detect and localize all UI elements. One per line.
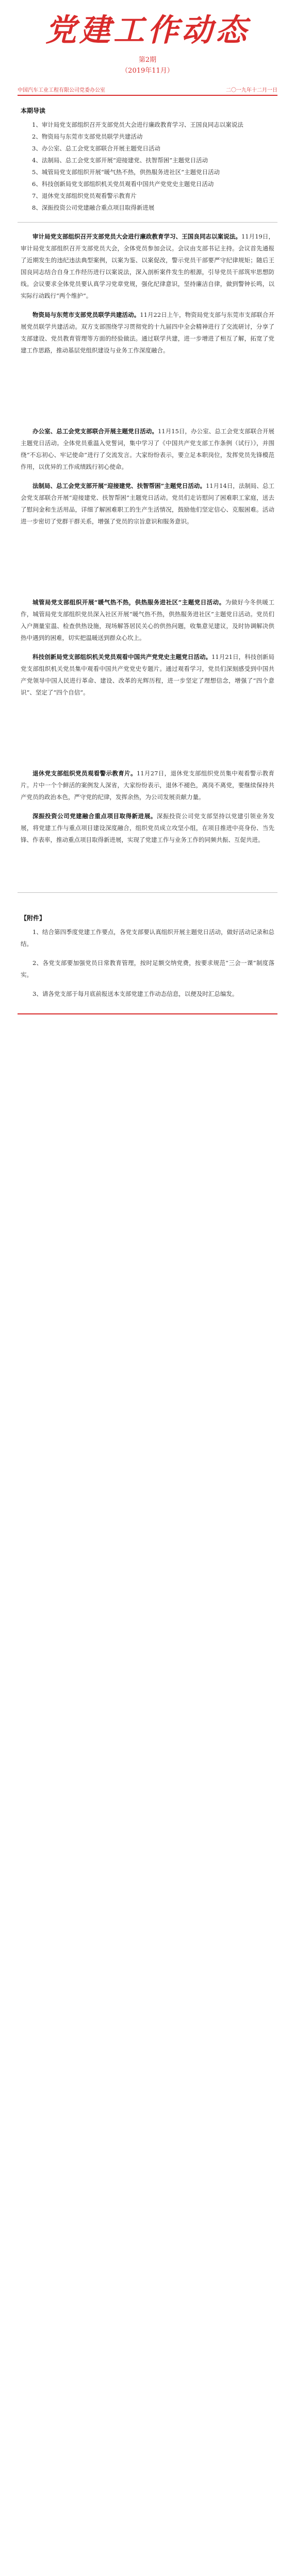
article-lead: 科技创新局党支部组织机关党员观看中国共产党党史主题党日活动。 bbox=[32, 653, 212, 660]
addendum-title: 【附件】 bbox=[21, 914, 46, 922]
header-divider bbox=[18, 95, 277, 96]
section-divider bbox=[18, 892, 277, 893]
footer-divider bbox=[18, 1013, 277, 1014]
toc-item[interactable]: 4、法制局、总工会党支部开展“迎接建党、扶智帮困”主题党日活动 bbox=[32, 157, 208, 164]
page-spacer bbox=[21, 535, 274, 597]
toc-item[interactable]: 7、退休党支部组织党员观看警示教育片 bbox=[32, 192, 137, 199]
org-line bbox=[18, 83, 277, 95]
masthead-title: 党建工作动态 bbox=[45, 12, 250, 48]
article-body bbox=[21, 231, 274, 884]
article-paragraph bbox=[21, 426, 274, 473]
addendum-paragraph: 1、结合第四季度党建工作要点，各党支部要认真组织开展主题党日活动，做好活动记录和总结。 bbox=[21, 928, 274, 947]
article-paragraph bbox=[21, 651, 274, 699]
issue-date: （2019年11月） bbox=[121, 67, 174, 75]
page-spacer bbox=[21, 706, 274, 768]
article-paragraph bbox=[21, 231, 274, 302]
article-text: 11月21日，科技创新局党支部组织机关党员集中观看中国共产党党史专题片。通过观看学习，党员们深刻感受到中国共产党领导中国人民进行革命、建设、改革的光辉历程，进一步坚定了理想信念，增强了“四个意识”、坚定了“四个自信”。 bbox=[21, 653, 275, 696]
publish-date: 二〇一九年十二月一日 bbox=[226, 88, 277, 93]
article-text: 11月27日，退休党支部组织党员集中观看警示教育片。片中一个个鲜活的案例发人深省，大家纷纷表示，退休不褪色，离岗不离党，要继续保持共产党员的政治本色，严守党的纪律，发挥余热，为公司发展贡献力量。 bbox=[21, 770, 275, 801]
table-of-contents bbox=[21, 105, 274, 214]
article-text: 11月14日，法制局、总工会党支部联合开展“迎接建党、扶智帮困”主题党日活动。党员们走访慰问了困难职工家庭，送去了慰问金和生活用品，详细了解困难职工的生产生活情况，鼓励他们坚定信心、克服困难。活动进一步密切了党群干群关系，增强了党员的宗旨意识和服务意识。 bbox=[21, 482, 275, 525]
article-lead: 办公室、总工会党支部联合开展主题党日活动。 bbox=[32, 428, 158, 435]
article-paragraph bbox=[21, 480, 274, 528]
toc-title: 本期导读 bbox=[21, 107, 46, 114]
page-spacer bbox=[21, 364, 274, 426]
toc-item[interactable]: 6、科技创新局党支部组织机关党员观看中国共产党党史主题党日活动 bbox=[32, 180, 214, 188]
addendum-paragraph: 3、请各党支部于每月底前报送本支部党建工作动态信息，以便及时汇总编发。 bbox=[32, 990, 238, 997]
toc-item[interactable]: 5、城管局党支部组织开展“暖气热不热，供热服务进社区”主题党日活动 bbox=[32, 168, 220, 176]
article-lead: 城管局党支部组织开展“暖气热不热，供热服务进社区”主题党日活动。 bbox=[32, 599, 225, 606]
article-paragraph bbox=[21, 768, 274, 803]
article-text: 深振投资公司党支部坚持以党建引领业务发展，将党建工作与重点项目建设深度融合，组织党员成立攻坚小组，在项目推进中亮身份、当先锋、作表率，推动重点项目取得新进展，实现了党建工作与业务工作的同频共振、互促共进。 bbox=[21, 812, 275, 843]
toc-item[interactable]: 3、办公室、总工会党支部联合开展主题党日活动 bbox=[32, 145, 160, 152]
article-paragraph bbox=[21, 309, 274, 357]
issue-number: 第2期 bbox=[138, 56, 157, 64]
article-text: 为做好今冬供暖工作，城管局党支部组织党员深入社区开展“暖气热不热，供热服务进社区”主题党日活动。党员们入户测量室温、检查供热设施，现场解答居民关心的供热问题，收集意见建议，及时协调解决供热中遇到的困难，切实把温暖送到群众心坎上。 bbox=[21, 599, 274, 641]
article-lead: 法制局、总工会党支部开展“迎接建党、扶智帮困”主题党日活动。 bbox=[32, 482, 206, 489]
addendum-paragraph: 2、各党支部要加强党员日常教育管理，按时足额交纳党费，按要求规范“三会一课”制度落实。 bbox=[21, 959, 274, 978]
article-lead: 物资局与东莞市支部党员联学共建活动。 bbox=[32, 311, 140, 318]
article-paragraph bbox=[21, 810, 274, 846]
toc-item[interactable]: 2、物资局与东莞市支部党员联学共建活动 bbox=[32, 133, 143, 140]
article-lead: 退休党支部组织党员观看警示教育片。 bbox=[32, 770, 137, 777]
org-name: 中国汽车工业工程有限公司党委办公室 bbox=[18, 88, 105, 93]
section-divider bbox=[18, 222, 277, 223]
article-lead: 审计局党支部组织召开支部党员大会进行廉政教育学习、王国良同志以案说法。 bbox=[32, 233, 241, 240]
article-text: 11月15日，办公室、总工会党支部联合开展主题党日活动。全体党员重温入党誓词，集中学习了《中国共产党支部工作条例（试行）》，并围绕“不忘初心、牢记使命”进行了交流发言。大家纷纷表示，要立足本职岗位，发挥党员先锋模范作用，以优异的工作成绩践行初心使命。 bbox=[21, 428, 275, 470]
toc-item[interactable]: 1、审计局党支部组织召开支部党员大会进行廉政教育学习、王国良同志以案说法 bbox=[32, 121, 243, 128]
article-text: 11月22日上午，物资局党支部与东莞市支部联合开展党员联学共建活动。双方支部围绕学习贯彻党的十九届四中全会精神进行了交流研讨，分享了支部建设、党员教育管理等方面的经验做法。通过联学共建，进一步增进了相互了解，拓宽了党建工作思路，推动基层党组织建设与业务工作深度融合。 bbox=[21, 311, 275, 354]
article-lead: 深振投资公司党建融合重点项目取得新进展。 bbox=[32, 812, 157, 820]
addendum-body bbox=[21, 926, 274, 1000]
page-spacer bbox=[21, 853, 274, 884]
article-text: 11月19日，审计局党支部组织召开支部党员大会，全体党员参加会议。会议由支部书记主持。会议首先通报了近期发生的违纪违法典型案例，以案为鉴、以案促改，警示党员干部要严守纪律规矩；随后王国良同志结合自身工作经历进行以案说法，深入剖析案件发生的根源，引导党员干部筑牢思想防线。会议要求全体党员要认真学习党章党规，强化纪律意识，坚持廉洁自律，做到警钟长鸣，以实际行动践行“两个维护”。 bbox=[21, 233, 274, 299]
toc-item[interactable]: 8、深振投资公司党建融合重点项目取得新进展 bbox=[32, 204, 155, 211]
article-paragraph bbox=[21, 597, 274, 644]
